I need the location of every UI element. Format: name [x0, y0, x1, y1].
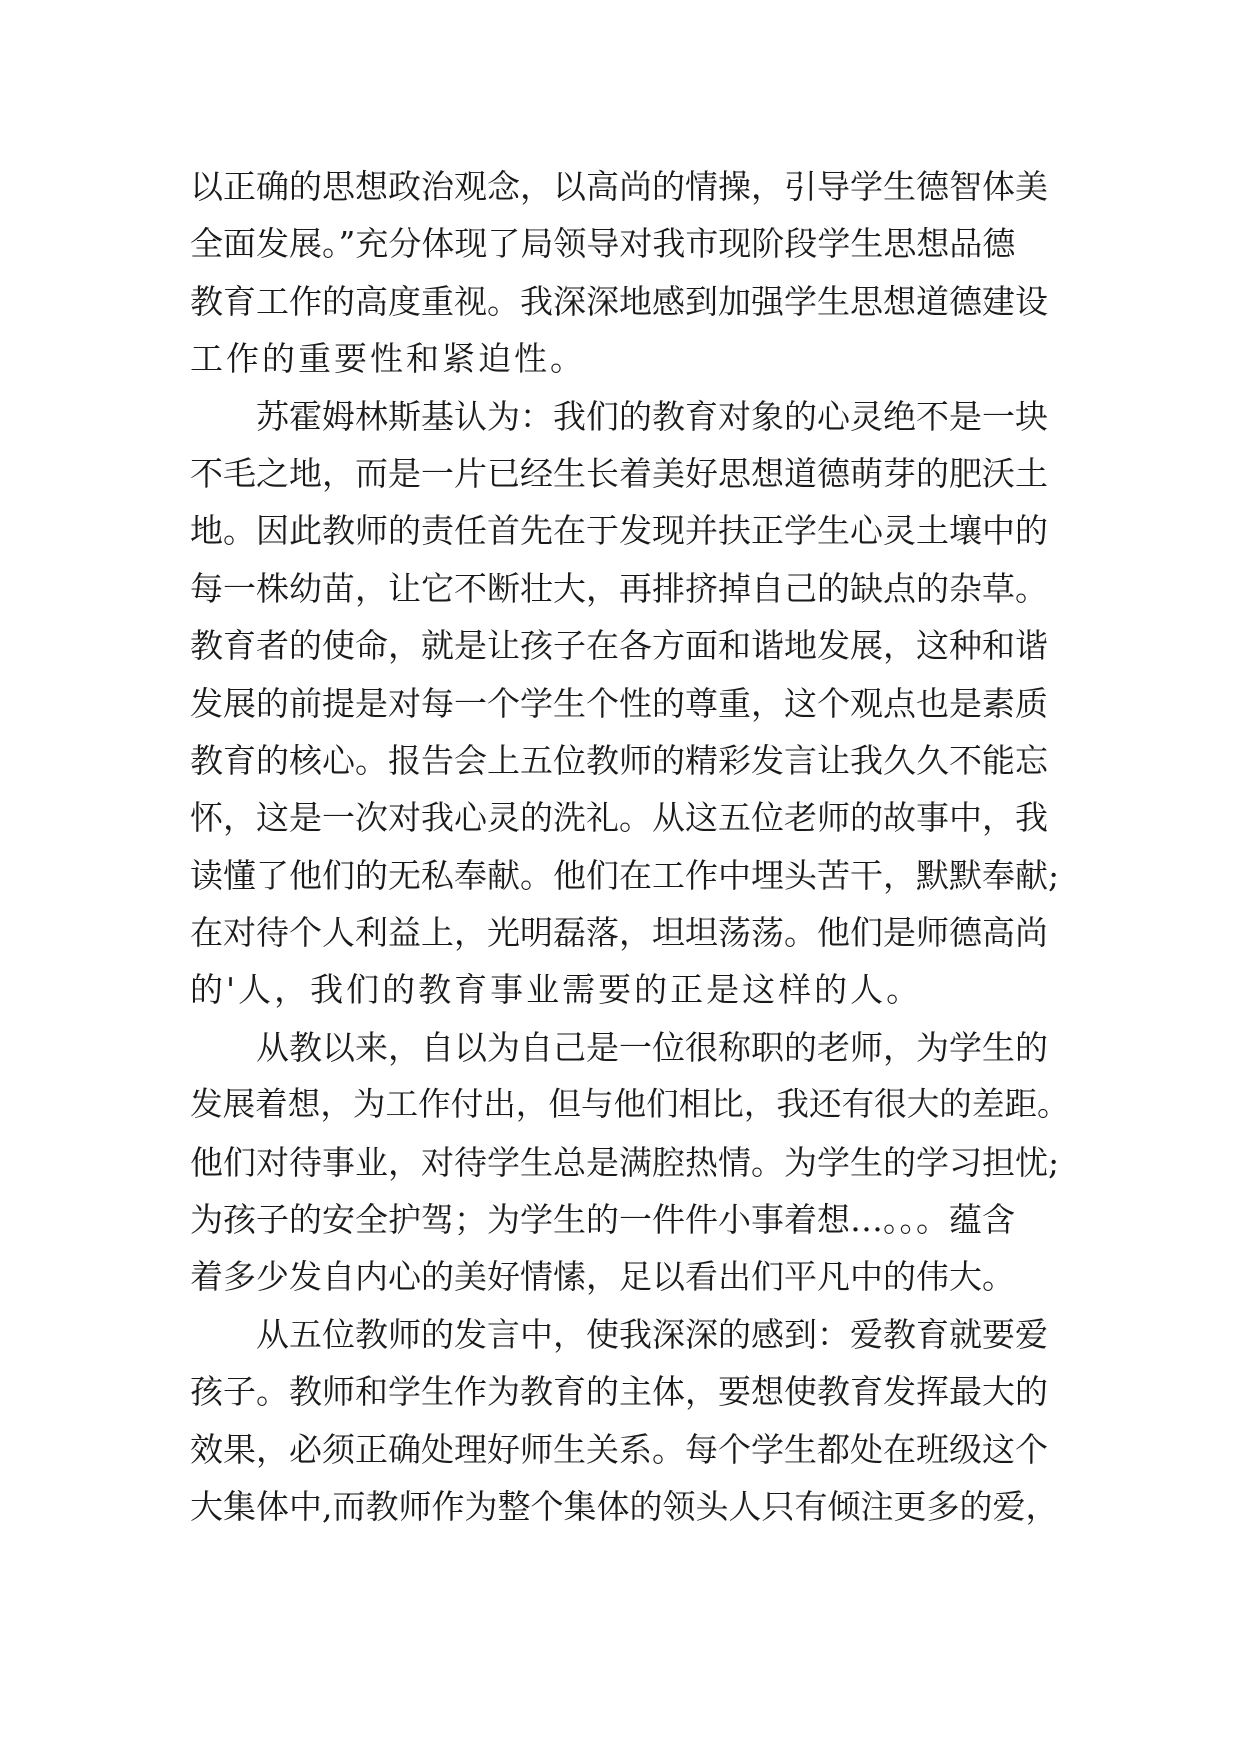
text-line: 着多少发自内心的美好情愫，足以看出们平凡中的伟大。 — [190, 1257, 1015, 1297]
text-line: 教育工作的高度重视。我深深地感到加强学生思想道德建设 — [190, 281, 1048, 321]
text-line: 每一株幼苗，让它不断壮大，再排挤掉自己的缺点的杂草。 — [190, 568, 1048, 608]
text-line: 效果，必须正确处理好师生关系。每个学生都处在班级这个 — [190, 1429, 1048, 1469]
text-line: 在对待个人利益上，光明磊落，坦坦荡荡。他们是师德高尚 — [190, 913, 1048, 953]
text-line: 孩子。教师和学生作为教育的主体，要想使教育发挥最大的 — [190, 1372, 1048, 1412]
text-line: 发展着想，为工作付出，但与他们相比，我还有很大的差距。 — [190, 1085, 1070, 1124]
text-line: 大集体中,而教师作为整个集体的领头人只有倾注更多的爱， — [190, 1486, 1059, 1526]
text-line: 全面发展。”充分体现了局领导对我市现阶段学生思想品德 — [190, 224, 1016, 264]
text-line: 教育的核心。报告会上五位教师的精彩发言让我久久不能忘 — [190, 740, 1048, 780]
text-line: 从五位教师的发言中，使我深深的感到：爱教育就要爱 — [190, 1314, 1048, 1354]
text-line: 为孩子的安全护驾；为学生的一件件小事着想…。。。蕴含 — [190, 1200, 1015, 1240]
text-line: 他们对待事业，对待学生总是满腔热情。为学生的学习担忧; — [190, 1142, 1060, 1182]
text-line: 教育者的使命，就是让孩子在各方面和谐地发展，这种和谐 — [190, 626, 1048, 666]
text-line: 的'人，我们的教育事业需要的正是这样的人。 — [190, 970, 923, 1010]
text-line: 苏霍姆林斯基认为：我们的教育对象的心灵绝不是一块 — [190, 396, 1048, 436]
text-line: 怀，这是一次对我心灵的洗礼。从这五位老师的故事中，我 — [190, 798, 1048, 838]
text-line: 以正确的思想政治观念，以高尚的情操，引导学生德智体美 — [190, 167, 1048, 206]
text-line: 从教以来，自以为自己是一位很称职的老师，为学生的 — [190, 1027, 1048, 1067]
text-line: 发展的前提是对每一个学生个性的尊重，这个观点也是素质 — [190, 683, 1048, 723]
text-line: 不毛之地，而是一片已经生长着美好思想道德萌芽的肥沃土 — [190, 453, 1048, 493]
text-line: 读懂了他们的无私奉献。他们在工作中埋头苦干，默默奉献; — [190, 855, 1060, 895]
text-line: 工作的重要性和紧迫性。 — [190, 339, 586, 379]
text-line: 地。因此教师的责任首先在于发现并扶正学生心灵土壤中的 — [190, 511, 1048, 551]
body-text — [190, 158, 1070, 1535]
